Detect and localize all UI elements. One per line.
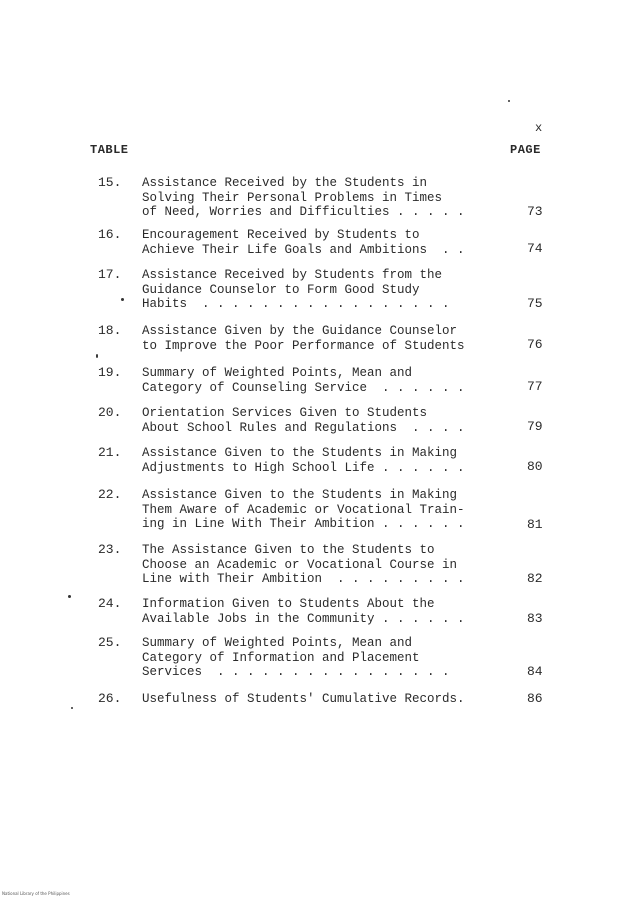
scan-speck <box>71 707 73 709</box>
table-column-header: TABLE <box>90 143 129 157</box>
entry-page: 77 <box>527 379 543 394</box>
entry-number: 17. <box>98 267 122 282</box>
page-column-header: PAGE <box>510 143 541 157</box>
scan-speck <box>508 100 510 102</box>
entry-page: 75 <box>527 296 543 311</box>
scan-speck <box>96 354 98 358</box>
entry-title: Assistance Given to the Students in Making Them Aware of Academic or Vocational Train- ing in Line With Their Ambition . . . . . . <box>142 488 465 531</box>
entry-page: 73 <box>527 204 543 219</box>
entry-title: Encouragement Received by Students to Achieve Their Life Goals and Ambitions . . <box>142 228 465 257</box>
entry-title: Assistance Given to the Students in Making Adjustments to High School Life . . . . . . <box>142 446 465 475</box>
entry-page: 82 <box>527 571 543 586</box>
entry-title: Orientation Services Given to Students About School Rules and Regulations . . . . <box>142 406 465 435</box>
entry-title: Assistance Given by the Guidance Counselor to Improve the Poor Performance of Students <box>142 324 465 353</box>
entry-title: Summary of Weighted Points, Mean and Category of Information and Placement Services . . . . . . . . . . . . . . . . <box>142 636 450 679</box>
entry-page: 80 <box>527 459 543 474</box>
entry-page: 79 <box>527 419 543 434</box>
entry-number: 16. <box>98 227 122 242</box>
entry-number: 19. <box>98 365 122 380</box>
entry-title: Information Given to Students About the Available Jobs in the Community . . . . . . <box>142 597 465 626</box>
page-number: x <box>535 121 543 135</box>
entry-number: 22. <box>98 487 122 502</box>
entry-title: Usefulness of Students' Cumulative Records. <box>142 692 465 706</box>
entry-number: 20. <box>98 405 122 420</box>
entry-page: 74 <box>527 241 543 256</box>
entry-page: 76 <box>527 337 543 352</box>
entry-title: Assistance Received by Students from the Guidance Counselor to Form Good Study Habits . . . . . . . . . . . . . . . . . <box>142 268 450 311</box>
entry-number: 21. <box>98 445 122 460</box>
entry-page: 86 <box>527 691 543 706</box>
entry-number: 25. <box>98 635 122 650</box>
scan-speck <box>121 298 124 301</box>
scan-speck <box>68 595 71 598</box>
entry-title: Summary of Weighted Points, Mean and Category of Counseling Service . . . . . . <box>142 366 465 395</box>
entry-page: 81 <box>527 517 543 532</box>
entry-title: The Assistance Given to the Students to Choose an Academic or Vocational Course in Line with Their Ambition . . . . . . . . . <box>142 543 465 586</box>
entry-title: Assistance Received by the Students in Solving Their Personal Problems in Times of Need, Worries and Difficulties . . . . . <box>142 176 465 219</box>
entry-page: 84 <box>527 664 543 679</box>
entry-number: 26. <box>98 691 122 706</box>
entry-number: 23. <box>98 542 122 557</box>
entry-page: 83 <box>527 611 543 626</box>
entry-number: 18. <box>98 323 122 338</box>
library-footer: National Library of the Philippines <box>2 891 70 896</box>
entry-number: 24. <box>98 596 122 611</box>
entry-number: 15. <box>98 175 122 190</box>
